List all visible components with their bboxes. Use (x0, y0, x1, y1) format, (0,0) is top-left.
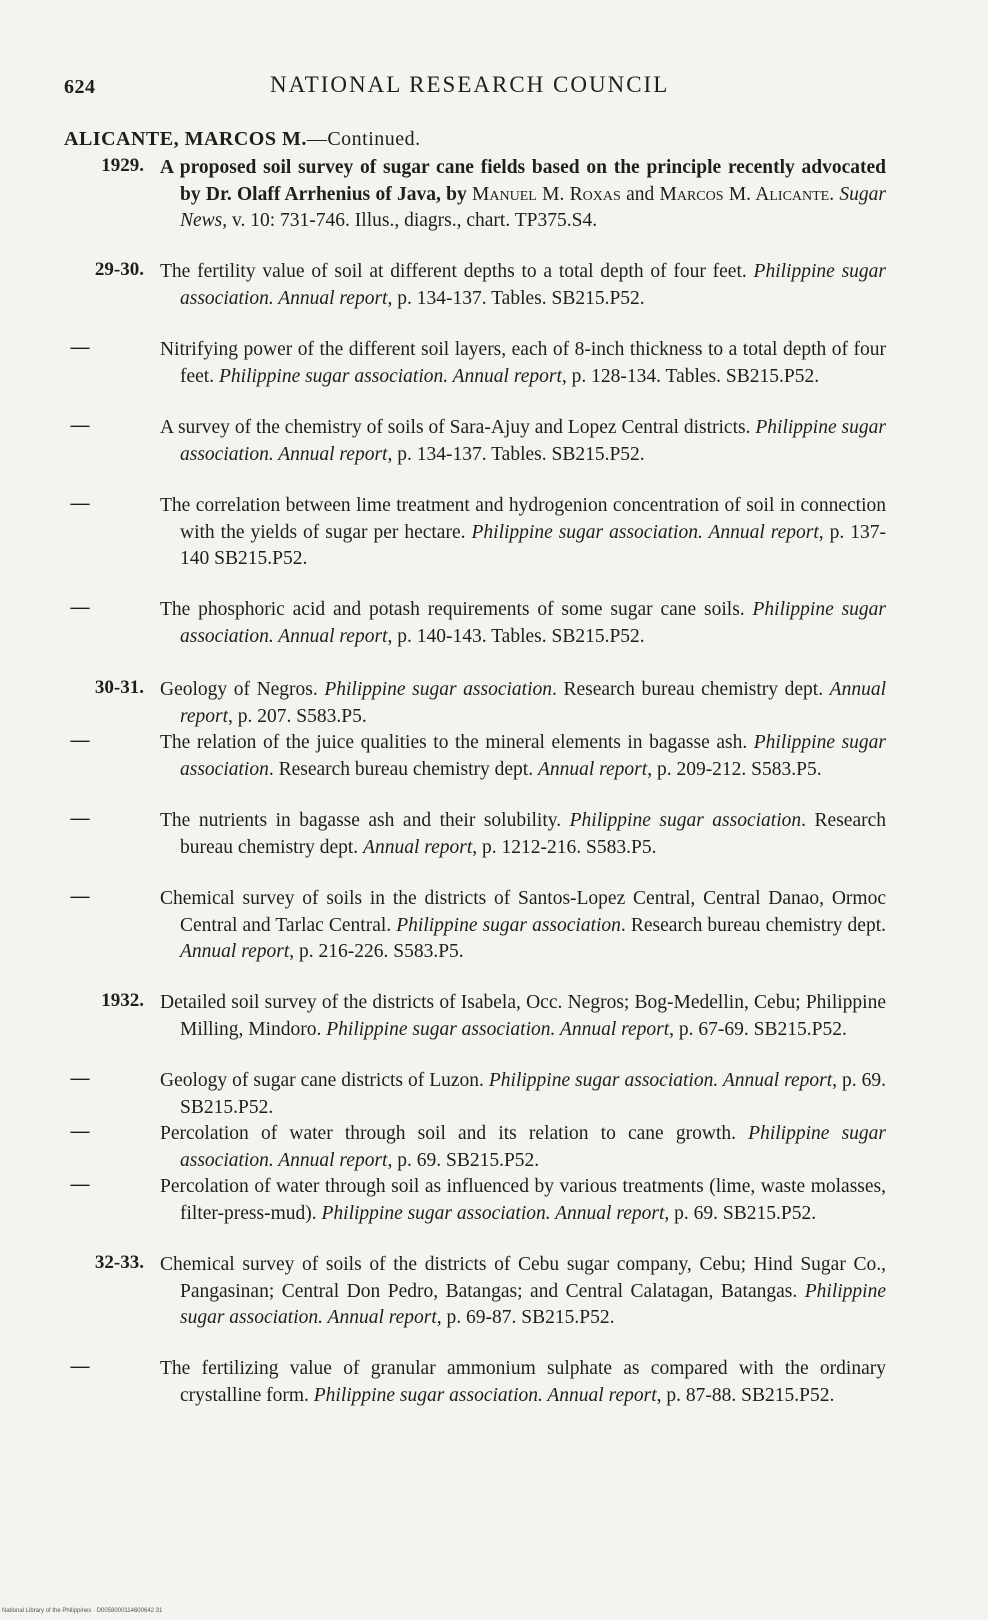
entry-year-label: — (70, 415, 90, 436)
entry-text-part: , p. 209-212. S583.P5. (647, 758, 822, 780)
entry-text-part: Geology of Negros. (160, 679, 325, 700)
entry-text-part: Philippine sugar association. Annual report (218, 365, 562, 387)
entry-text-part: and (620, 183, 660, 205)
entry-year-label: 1929. (101, 155, 144, 176)
entry-year-label: — (70, 730, 90, 751)
entry-text-part: A proposed soil survey of sugar cane fields based on the principle recently advocated by Dr. Olaff Arrhenius of Java, by (160, 157, 886, 205)
page-header (64, 72, 924, 106)
entry-text-part: Nitrifying power of the different soil layers, each of 8-inch thickness to a total depth of four feet. (160, 339, 886, 387)
author-name: ALICANTE, MARCOS M. (64, 128, 307, 150)
running-title: NATIONAL RESEARCH COUNCIL (270, 72, 670, 97)
footer-credit: National Library of the Philippines · D0058000114600642 31 (2, 1608, 163, 1614)
entry-text-part: , p. 140-143. Tables. SB215.P52. (387, 625, 645, 647)
entry-text-part: , p. 128-134. Tables. SB215.P52. (561, 365, 820, 387)
entry-year-label: 29-30. (94, 259, 144, 280)
entry-text-part: Philippine sugar association. Annual report (321, 1202, 665, 1224)
entry-text-part: Sugar News (180, 183, 886, 231)
entry-year-label: — (70, 1068, 90, 1089)
entry-text (160, 337, 886, 390)
entry-text (160, 886, 886, 966)
entry-text-part: Annual report (537, 758, 648, 780)
entry-text-part: , p. 1212-216. S583.P5. (472, 836, 657, 858)
entry-text-part: Philippine sugar association. Annual report (180, 1123, 887, 1171)
entry-text-part: Annual report (180, 679, 887, 727)
entry-year-label: — (70, 1174, 90, 1195)
entry-text-part: Philippine sugar association. Annual report (326, 1018, 670, 1040)
entry-text-part: Percolation of water through soil as influenced by various treatments (lime, waste molasses, filter-press-mud). (160, 1176, 886, 1224)
entry-text-part: Chemical survey of soils of the districts of Cebu sugar company, Cebu; Hind Sugar Co., Pangasinan; Central Don Pedro, Batangas; and Central Calatagan, Batangas. (160, 1254, 886, 1302)
entry-text (160, 259, 886, 312)
entry-text-part: Philippine sugar association. Annual report (180, 417, 886, 465)
entry-text (160, 1356, 886, 1409)
entry-year-label: — (70, 493, 90, 514)
entry-text-part: The correlation between lime treatment and hydrogenion concentration of soil in connection with the yields of sugar per hectare. (160, 495, 886, 543)
entry-text-part: , p. 134-137. Tables. SB215.P52. (387, 443, 645, 465)
entry-text-part: Philippine sugar association. Annual report (313, 1384, 657, 1406)
entry-year-label: 1932. (101, 990, 144, 1011)
entry-text-part: Philippine sugar association. Annual report (488, 1070, 833, 1091)
entry-text (160, 808, 887, 861)
entry-text-part: . (829, 183, 840, 205)
entry-text-part: Philippine sugar association. Annual report (180, 261, 886, 309)
entry-text (160, 1174, 886, 1227)
entry-text-part: , p. 216-226. S583.P5. (289, 941, 464, 962)
page-number: 624 (64, 76, 96, 98)
entry-text-part: , v. 10: 731-746. Illus., diagrs., chart. TP375.S4. (222, 210, 598, 231)
entry-text-part: Chemical survey of soils in the districts of Santos-Lopez Central, Central Danao, Ormoc Central and Tarlac Central. (160, 888, 886, 936)
entry-text-part: The phosphoric acid and potash requirements of some sugar cane soils. (160, 599, 753, 620)
entry-text (160, 1121, 887, 1174)
entry-text-part: . Research bureau chemistry dept. (180, 810, 887, 858)
entry-text-part: Marcos M. Alicante (659, 183, 830, 205)
entry-text-part: . Research bureau chemistry dept. (552, 679, 830, 700)
entry-text-part: , p. 67-69. SB215.P52. (669, 1018, 847, 1040)
entry-text (160, 155, 886, 235)
entry-text-part: . Research bureau chemistry dept. (268, 758, 538, 780)
entry-text-part: Manuel M. Roxas (472, 183, 621, 205)
entry-text-part: , p. 207. S583.P5. (228, 705, 367, 727)
entry-year-label: — (70, 808, 90, 829)
entry-text (160, 493, 887, 573)
entry-year-label: — (70, 1356, 90, 1377)
entry-year-label: 30-31. (94, 677, 144, 698)
entry-year-label: — (70, 597, 90, 618)
entry-year-label: — (70, 1121, 90, 1142)
entry-text-part: , p. 69. SB215.P52. (664, 1202, 817, 1224)
entry-text-part: Percolation of water through soil and its relation to cane growth. (160, 1123, 749, 1144)
entry-text-part: The fertility value of soil at different depths to a total depth of four feet. (160, 261, 754, 282)
entry-text (160, 1252, 886, 1332)
entry-text-part: . Research bureau chemistry dept. (620, 914, 886, 936)
entry-text-part: , p. 69-87. SB215.P52. (436, 1307, 615, 1328)
author-heading (64, 128, 421, 151)
entry-text-part: Philippine sugar association (396, 914, 621, 936)
entry-year-label: 32-33. (94, 1252, 144, 1273)
entry-year-label: — (70, 337, 90, 358)
entry-text-part: Annual report (363, 836, 473, 858)
entry-text (160, 1068, 886, 1121)
entry-text (160, 730, 886, 783)
entry-text-part: , p. 137-140 SB215.P52. (180, 521, 887, 569)
entry-text-part: The fertilizing value of granular ammonium sulphate as compared with the ordinary crystalline form. (160, 1358, 886, 1406)
entry-text-part: , p. 87-88. SB215.P52. (656, 1384, 835, 1406)
entry-text-part: , p. 134-137. Tables. SB215.P52. (387, 287, 645, 309)
entry-text-part: Philippine sugar association (569, 810, 802, 831)
entry-year-label: — (70, 886, 90, 907)
author-continued: —Continued. (306, 128, 421, 150)
entry-text-part: , p. 69. SB215.P52. (387, 1149, 540, 1171)
entry-text-part: Geology of sugar cane districts of Luzon. (160, 1070, 489, 1091)
entry-text (160, 597, 886, 650)
entry-text-part: Philippine sugar association. Annual report (180, 1280, 886, 1328)
entry-text-part: Philippine sugar association (180, 732, 886, 780)
entry-text-part: A survey of the chemistry of soils of Sara-Ajuy and Lopez Central districts. (160, 417, 756, 438)
entry-text-part: The relation of the juice qualities to the mineral elements in bagasse ash. (160, 732, 754, 753)
entry-text (160, 677, 887, 730)
entry-text-part: Philippine sugar association (324, 679, 553, 700)
entry-text-part: Philippine sugar association. Annual report (180, 599, 886, 647)
entry-text-part: Detailed soil survey of the districts of Isabela, Occ. Negros; Bog-Medellin, Cebu; Philippine Milling, Mindoro. (160, 992, 886, 1040)
entry-text-part: Annual report (180, 941, 290, 962)
entry-text-part: The nutrients in bagasse ash and their solubility. (160, 810, 570, 831)
entry-text-part: Philippine sugar association. Annual report (471, 521, 819, 543)
entry-text (160, 415, 886, 468)
entry-text (160, 990, 886, 1043)
entry-text-part: , p. 69. SB215.P52. (180, 1070, 886, 1118)
